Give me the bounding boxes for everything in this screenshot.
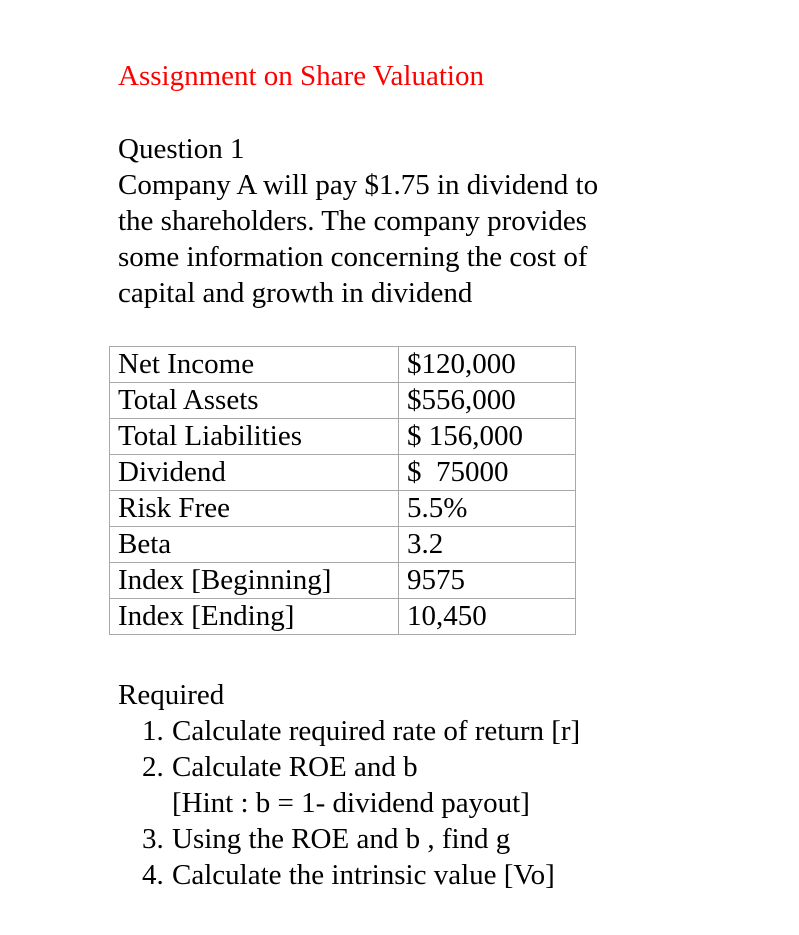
- table-row: [110, 599, 576, 635]
- required-list: [142, 713, 580, 893]
- table-row: [110, 527, 576, 563]
- row-label: Total Liabilities: [110, 419, 399, 455]
- item-text: Calculate required rate of return [r]: [172, 715, 581, 747]
- row-value: $120,000: [399, 347, 576, 383]
- row-value: $ 75000: [399, 455, 576, 491]
- item-text: Calculate the intrinsic value [Vo]: [172, 859, 555, 891]
- required-heading: Required: [118, 679, 225, 711]
- table-row: [110, 419, 576, 455]
- row-label: Total Assets: [110, 383, 399, 419]
- hint-text: [Hint : b = 1- dividend payout]: [172, 787, 530, 819]
- table-row: [110, 455, 576, 491]
- row-label: Dividend: [110, 455, 399, 491]
- table-row: [110, 491, 576, 527]
- question-body-line: the shareholders. The company provides: [118, 205, 587, 237]
- table-row: [110, 563, 576, 599]
- table-row: [110, 383, 576, 419]
- item-text: Using the ROE and b , find g: [172, 823, 511, 855]
- row-value: $556,000: [399, 383, 576, 419]
- row-label: Net Income: [110, 347, 399, 383]
- row-label: Risk Free: [110, 491, 399, 527]
- financial-data-table: [109, 346, 576, 635]
- row-label: Beta: [110, 527, 399, 563]
- question-heading: Question 1: [118, 133, 245, 165]
- hint-line: [142, 785, 580, 821]
- item-number: 4.: [142, 859, 164, 891]
- table-row: [110, 347, 576, 383]
- question-body: [118, 167, 678, 311]
- item-number: 2.: [142, 751, 164, 783]
- document-title: Assignment on Share Valuation: [118, 60, 484, 92]
- list-item: [142, 857, 580, 893]
- row-value: $ 156,000: [399, 419, 576, 455]
- question-body-line: capital and growth in dividend: [118, 277, 473, 309]
- question-body-line: some information concerning the cost of: [118, 241, 588, 273]
- row-label: Index [Ending]: [110, 599, 399, 635]
- row-value: 3.2: [399, 527, 576, 563]
- row-label: Index [Beginning]: [110, 563, 399, 599]
- list-item: [142, 821, 580, 857]
- item-number: 3.: [142, 823, 164, 855]
- row-value: 10,450: [399, 599, 576, 635]
- row-value: 9575: [399, 563, 576, 599]
- row-value: 5.5%: [399, 491, 576, 527]
- list-item: [142, 713, 580, 749]
- item-number: 1.: [142, 715, 164, 747]
- question-body-line: Company A will pay $1.75 in dividend to: [118, 169, 599, 201]
- list-item: [142, 749, 580, 785]
- item-text: Calculate ROE and b: [172, 751, 418, 783]
